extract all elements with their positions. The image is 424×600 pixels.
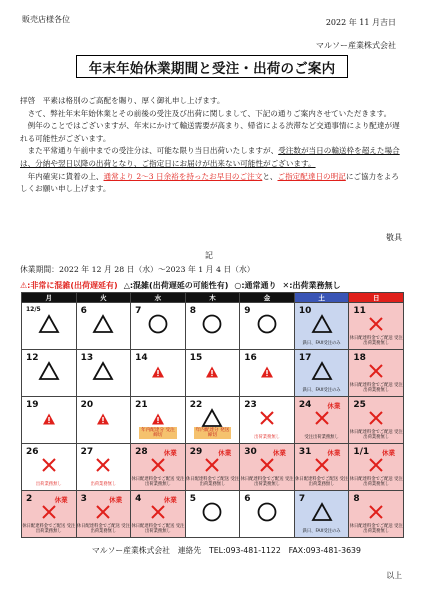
- holiday-tag: 休業: [163, 496, 177, 504]
- warning-icon: [42, 411, 56, 430]
- circle-icon: [147, 313, 169, 339]
- warning-icon: [205, 364, 219, 383]
- triangle-icon: [311, 361, 333, 385]
- day-number: 21: [135, 400, 148, 410]
- cross-icon: [368, 363, 384, 383]
- calendar-day-cell: [240, 491, 295, 538]
- day-number: 11: [353, 306, 366, 316]
- calendar-week-row: [22, 303, 404, 350]
- day-number: 7: [298, 494, 306, 504]
- weekday-sun: 日: [349, 293, 404, 303]
- warning-icon: [260, 364, 274, 383]
- calendar-day-cell: [240, 397, 295, 444]
- circle-icon: [201, 313, 223, 339]
- day-number: 28: [135, 447, 148, 457]
- day-note: 鉄日、FAX受注のみ: [302, 387, 341, 393]
- calendar-day-cell: [76, 444, 131, 491]
- cross-icon: [368, 457, 384, 477]
- legend-busy: △:混雑(出荷遅延の可能性有): [123, 281, 229, 290]
- calendar-day-cell: [22, 350, 77, 397]
- weekday-header-row: [22, 293, 404, 303]
- holiday-tag: 休業: [327, 449, 341, 457]
- day-note: 休日配達料金でご配送 受注出荷業務無し: [22, 523, 76, 534]
- day-number: 12: [26, 353, 39, 363]
- deadline-note: 年内配達分 発送締切: [195, 427, 230, 438]
- paragraph-request: 年内確実に貨着の上、通常より 2～3 日余裕を持ったお早目のご注文と、ご指定配達日の明記にご協力をよろしくお願い申し上げます。: [20, 171, 399, 194]
- weekday-mon: 月: [22, 293, 77, 303]
- day-note: 休日配達料金でご配送 受注出荷業務無し: [76, 523, 130, 534]
- issuer-company: マルソー産業株式会社: [316, 41, 396, 50]
- day-number: 15: [189, 353, 203, 363]
- day-note: 受注出荷業務無し: [304, 434, 339, 440]
- calendar-day-cell: [185, 444, 240, 491]
- day-number: 19: [26, 400, 39, 410]
- calendar-day-cell: [76, 303, 131, 350]
- day-note: 鉄日、FAX受注のみ: [302, 340, 341, 346]
- day-number: 23: [244, 400, 257, 410]
- day-number: 8: [189, 306, 196, 316]
- day-number: 6: [244, 494, 251, 504]
- day-number: 27: [80, 447, 94, 457]
- weekday-tue: 火: [76, 293, 131, 303]
- calendar-day-cell: [294, 303, 349, 350]
- circle-icon: [201, 501, 223, 527]
- paragraph-intro: さて、弊社年末年始休業とその前後の受注及び出荷に関しまして、下記の通りご案内させていただきます。: [27, 108, 392, 118]
- addressee: 販売店様各位: [22, 15, 70, 24]
- day-number: 18: [353, 353, 366, 363]
- cross-icon: [41, 457, 57, 477]
- calendar-day-cell: [294, 397, 349, 444]
- day-note: 出荷業務無し: [254, 434, 280, 440]
- day-note: 出荷業務無し: [35, 481, 62, 487]
- holiday-tag: 休業: [327, 402, 341, 410]
- day-note: 休日配達料金でご配送 受注出荷業務無し: [240, 476, 294, 487]
- calendar-day-cell: [349, 397, 404, 444]
- holiday-tag: 休業: [109, 496, 123, 504]
- calendar-day-cell: [76, 397, 131, 444]
- day-number: 24: [298, 400, 312, 410]
- ki-marker: 記: [205, 251, 213, 260]
- triangle-icon: [92, 361, 114, 385]
- calendar-day-cell: [76, 491, 131, 538]
- body-text: [20, 95, 404, 196]
- day-number: 13: [80, 353, 94, 363]
- day-number: 26: [26, 447, 39, 457]
- calendar-day-cell: [349, 350, 404, 397]
- closing-keigu: 敬具: [386, 233, 402, 242]
- day-note: 休日配達料金でご配送 受注出荷業務無し: [295, 476, 349, 487]
- holiday-tag: 休業: [218, 449, 232, 457]
- day-note: 鉄日、FAX受注のみ: [302, 528, 341, 534]
- calendar-day-cell: [131, 303, 186, 350]
- day-note: 休日配達料金でご配送 受注出荷業務無し: [131, 523, 185, 534]
- day-note: 休日配達料金でご配送 受注出荷業務無し: [349, 335, 403, 346]
- calendar-day-cell: [294, 491, 349, 538]
- calendar-day-cell: [185, 350, 240, 397]
- warning-icon: [151, 364, 165, 383]
- calendar-day-cell: [349, 491, 404, 538]
- cross-icon: [204, 457, 220, 477]
- legend-very-busy: ⚠:非常に混雑(出荷遅延有): [20, 281, 118, 290]
- circle-icon: [256, 313, 278, 339]
- calendar-day-cell: [294, 444, 349, 491]
- cross-icon: [150, 457, 166, 477]
- calendar-day-cell: [76, 350, 131, 397]
- day-number: 10: [298, 306, 312, 316]
- calendar-day-cell: [22, 397, 77, 444]
- calendar-week-row: [22, 397, 404, 444]
- calendar-week-row: [22, 444, 404, 491]
- day-number: 4: [135, 494, 142, 504]
- calendar-day-cell: [240, 350, 295, 397]
- calendar-day-cell: [349, 303, 404, 350]
- calendar-day-cell: [22, 303, 77, 350]
- paragraph-traffic: 例年のことではございますが、年末にかけて輸送需要が高まり、帰省による渋滞など交通事情により配達が遅れる可能性がございます。: [20, 121, 400, 143]
- weekday-wed: 水: [131, 293, 186, 303]
- calendar-day-cell: [22, 491, 77, 538]
- calendar-day-cell: [240, 444, 295, 491]
- calendar-day-cell: [131, 444, 186, 491]
- calendar-legend: [20, 280, 340, 291]
- calendar-day-cell: [131, 491, 186, 538]
- shipping-calendar: [21, 292, 404, 538]
- weekday-fri: 金: [240, 293, 295, 303]
- day-number: 3: [80, 494, 87, 504]
- triangle-icon: [38, 361, 60, 385]
- day-note: 休日配達料金でご配送 受注出荷業務無し: [349, 382, 403, 393]
- calendar-day-cell: [294, 350, 349, 397]
- day-number: 16: [244, 353, 257, 363]
- legend-normal: ○:通常通り: [234, 281, 277, 290]
- holiday-tag: 休業: [382, 449, 395, 457]
- day-note: 休日配達料金でご配送 受注出荷業務無し: [131, 476, 185, 487]
- day-note: 休日配達料金でご配送 受注出荷業務無し: [349, 476, 403, 487]
- day-number: 7: [135, 306, 142, 316]
- cross-icon: [95, 504, 111, 524]
- deadline-note: 年内配達分 受注締切: [141, 427, 175, 438]
- calendar-day-cell: [185, 397, 240, 444]
- holiday-tag: 休業: [272, 449, 286, 457]
- calendar-day-cell: [185, 303, 240, 350]
- day-note: 休日配達料金でご配送 受注出荷業務無し: [349, 429, 403, 440]
- contact-footer: マルソー産業株式会社 連絡先 TEL:093-481-1122 FAX:093-481-3639: [92, 546, 361, 555]
- cross-icon: [314, 457, 330, 477]
- day-number: 22: [189, 400, 203, 410]
- day-number: 12/5: [26, 306, 41, 313]
- day-number: 25: [353, 400, 366, 410]
- calendar-day-cell: [349, 444, 404, 491]
- triangle-icon: [38, 314, 60, 338]
- calendar-day-cell: [131, 397, 186, 444]
- day-number: 31: [298, 447, 312, 457]
- day-number: 17: [298, 353, 312, 363]
- day-note: 出荷業務無し: [90, 481, 117, 487]
- holiday-tag: 休業: [54, 496, 68, 504]
- day-number: 8: [353, 494, 360, 504]
- calendar-day-cell: [240, 303, 295, 350]
- legend-closed: ✕:出荷業務無し: [282, 281, 341, 290]
- document-title: 年末年始休業期間と受注・出荷のご案内: [76, 55, 348, 78]
- day-note: 休日配達料金でご配送 受注出荷業務無し: [349, 523, 403, 534]
- cross-icon: [259, 457, 275, 477]
- weekday-thu: 木: [185, 293, 240, 303]
- closure-period: 休業期間：2022 年 12 月 28 日（水）～2023 年 1 月 4 日（水）: [20, 265, 255, 274]
- calendar-day-cell: [185, 491, 240, 538]
- issue-date: 2022 年 11 月吉日: [325, 18, 396, 27]
- triangle-icon: [311, 502, 333, 526]
- day-number: 1/1: [353, 447, 370, 457]
- paragraph-shipping: また平常通り午前中までの受注分は、可能な限り当日出荷いたしますが、受注数が当日の輸送枠を超えた場合は、分納や翌日以降の出荷となり、ご指定日にお届けが出来ない可能性がございます。: [20, 146, 400, 168]
- holiday-tag: 休業: [163, 449, 177, 457]
- calendar-week-row: [22, 350, 404, 397]
- triangle-icon: [92, 314, 114, 338]
- cross-icon: [259, 410, 275, 430]
- day-number: 5: [189, 494, 196, 504]
- cross-icon: [41, 504, 57, 524]
- calendar-day-cell: [131, 350, 186, 397]
- weekday-sat: 土: [294, 293, 349, 303]
- day-number: 29: [189, 447, 203, 457]
- day-number: 30: [244, 447, 257, 457]
- day-number: 20: [80, 400, 94, 410]
- triangle-icon: [311, 314, 333, 338]
- day-number: 2: [26, 494, 33, 504]
- calendar-day-cell: [22, 444, 77, 491]
- cross-icon: [368, 504, 384, 524]
- cross-icon: [150, 504, 166, 524]
- cross-icon: [368, 316, 384, 336]
- cross-icon: [314, 410, 330, 430]
- cross-icon: [95, 457, 111, 477]
- cross-icon: [368, 410, 384, 430]
- paragraph-greeting: 拝啓 平素は格別のご高配を賜り、厚く御礼申し上げます。: [20, 96, 225, 105]
- closing-ijo: 以上: [386, 571, 402, 580]
- day-number: 9: [244, 306, 251, 316]
- day-note: 休日配達料金でご配送 受注出荷業務無し: [186, 476, 239, 487]
- day-number: 6: [80, 306, 87, 316]
- circle-icon: [256, 501, 278, 527]
- day-number: 14: [135, 353, 148, 363]
- warning-icon: [96, 411, 110, 430]
- calendar-week-row: [22, 491, 404, 538]
